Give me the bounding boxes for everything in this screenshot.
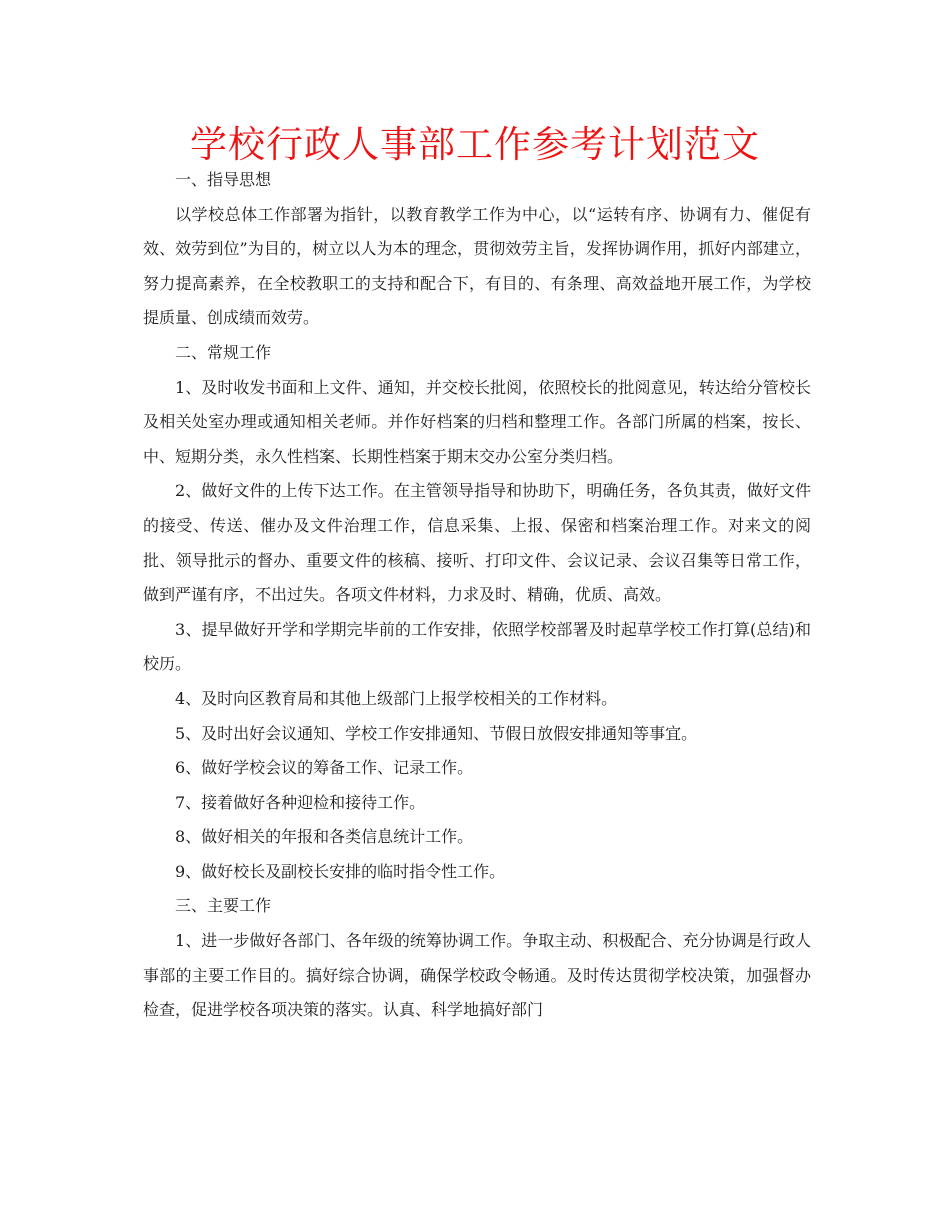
section-heading-main-work: 三、主要工作 (175, 896, 272, 916)
paragraph-routine-5: 5、及时出好会议通知、学校工作安排通知、节假日放假安排通知等事宜。 (175, 723, 698, 743)
paragraph-routine-6: 6、做好学校会议的筹备工作、记录工作。 (175, 758, 474, 778)
paragraph-routine-7: 7、接着做好各种迎检和接待工作。 (175, 792, 426, 812)
paragraph-routine-3: 3、提早做好开学和学期完毕前的工作安排，依照学校部署及时起草学校工作打算(总结)和校历。 (143, 619, 811, 674)
document-body (143, 163, 811, 1028)
paragraph-routine-2: 2、做好文件的上传下达工作。在主管领导指导和协助下，明确任务，各负其责，做好文件的接受、传送、催办及文件治理工作，信息采集、上报、保密和档案治理工作。对来文的阅批、领导批示的督办、重要文件的核稿、接听、打印文件、会议记录、会议召集等日常工作，做到严谨有序，不出过失。各项文件材料，力求及时、精确，优质、高效。 (143, 481, 811, 605)
paragraph-routine-1: 1、及时收发书面和上文件、通知，并交校长批阅，依照校长的批阅意见，转达给分管校长及相关处室办理或通知相关老师。并作好档案的归档和整理工作。各部门所属的档案，按长、中、短期分类，永久性档案、长期性档案于期末交办公室分类归档。 (143, 377, 811, 466)
section-heading-guiding-ideology: 一、指导思想 (175, 170, 272, 189)
paragraph-routine-4: 4、及时向区教育局和其他上级部门上报学校相关的工作材料。 (175, 688, 618, 708)
document-title: 学校行政人事部工作参考计划范文 (190, 123, 760, 166)
paragraph-main-1: 1、进一步做好各部门、各年级的统筹协调工作。争取主动、积极配合、充分协调是行政人事部的主要工作目的。搞好综合协调，确保学校政令畅通。及时传达贯彻学校决策，加强督办检查，促进学校各项决策的落实。认真、科学地搞好部门 (143, 931, 811, 1020)
paragraph-routine-8: 8、做好相关的年报和各类信息统计工作。 (175, 827, 474, 847)
section-heading-routine-work: 二、常规工作 (175, 342, 272, 362)
paragraph-guiding-ideology: 以学校总体工作部署为指针，以教育教学工作为中心，以“运转有序、协调有力、催促有效、效劳到位”为目的，树立以人为本的理念，贯彻效劳主旨，发挥协调作用，抓好内部建立，努力提高素养，在全校教职工的支持和配合下，有目的、有条理、高效益地开展工作，为学校提质量、创成绩而效劳。 (143, 204, 811, 328)
paragraph-routine-9: 9、做好校长及副校长安排的临时指令性工作。 (175, 861, 506, 881)
